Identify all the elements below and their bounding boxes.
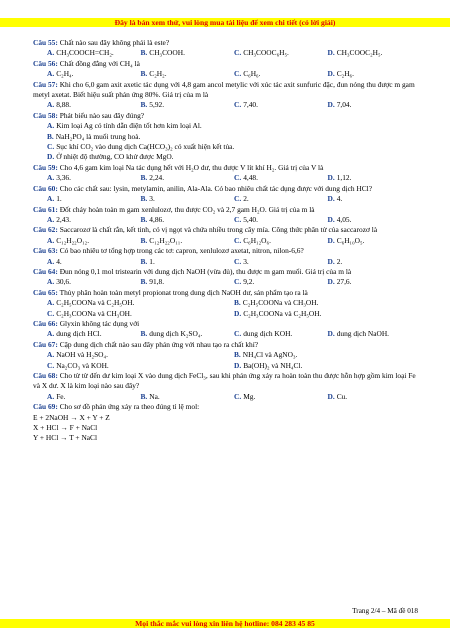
option-letter: B.: [47, 131, 54, 141]
option-letter: A.: [47, 173, 55, 183]
question-stem: [33, 371, 421, 392]
answer-option: [328, 48, 422, 58]
question-block: [33, 246, 421, 267]
option-text: Fe.: [56, 391, 66, 401]
option-text: 3.: [149, 194, 155, 204]
answer-option: [47, 48, 141, 58]
question-stem: [33, 111, 421, 121]
question-stem: [33, 402, 421, 412]
option-text: Sục khí CO₂ vào dung dịch Ca(HCO₃)₂ có xuất hiện kết tủa.: [56, 142, 235, 152]
question-text: Cho 4,6 gam kim loại Na tác dụng hết với H₂O dư, thu được V lít khí H₂. Giá trị của V là: [59, 162, 324, 172]
option-letter: B.: [140, 391, 148, 401]
option-letter: A.: [47, 277, 55, 287]
option-letter: C.: [234, 69, 242, 79]
answer-option: [141, 48, 235, 58]
option-letter: C.: [234, 391, 242, 401]
option-text: 9,2.: [243, 277, 255, 287]
answer-option: [328, 329, 422, 339]
answer-option: [47, 361, 234, 371]
option-letter: B.: [140, 48, 148, 58]
question-number: Câu 56:: [33, 58, 58, 68]
question-block: [33, 59, 421, 80]
question-text: Cho các chất sau: lysin, metylamin, anilin, Ala-Ala. Có bao nhiêu chất tác dụng được với dung dịch HCl?: [59, 183, 373, 193]
answer-option: [328, 277, 422, 287]
option-text: Mg.: [243, 391, 256, 401]
answer-options: [33, 392, 421, 402]
option-letter: B.: [140, 277, 148, 287]
option-text: Ở nhiệt độ thường, CO khử được MgO.: [56, 152, 174, 162]
question-number: Câu 69:: [33, 402, 58, 412]
question-stem: [33, 340, 421, 350]
option-text: 27,6.: [336, 277, 352, 287]
option-letter: C.: [234, 194, 242, 204]
answer-option: [47, 309, 234, 319]
option-letter: A.: [47, 121, 55, 131]
question-stem: [33, 38, 421, 48]
option-text: dung dịch KOH.: [243, 329, 293, 339]
reaction-equation: E + 2NaOH → X + Y + Z: [33, 412, 110, 422]
answer-option: [234, 361, 421, 371]
option-text: C₂H₆.: [336, 69, 354, 79]
option-letter: B.: [140, 256, 148, 266]
answer-options: [33, 277, 421, 287]
answer-options: [33, 350, 421, 371]
option-text: Na.: [149, 391, 160, 401]
question-number: Câu 64:: [33, 266, 58, 276]
question-text: Cặp dung dịch chất nào sau đây phản ứng với nhau tạo ra chất khí?: [59, 339, 259, 349]
answer-option: [328, 100, 422, 110]
option-letter: C.: [47, 360, 55, 370]
option-text: 2,43.: [56, 214, 71, 224]
question-block: [33, 225, 421, 246]
answer-option: [234, 392, 328, 402]
option-text: CH₃COOC₆H₅.: [243, 48, 289, 58]
option-letter: B.: [140, 173, 148, 183]
answer-option: [47, 257, 141, 267]
answer-option: [47, 277, 141, 287]
option-letter: C.: [234, 329, 242, 339]
option-letter: B.: [140, 194, 148, 204]
option-text: 4,48.: [243, 173, 258, 183]
question-number: Câu 62:: [33, 225, 58, 235]
option-text: NaH₂PO₄ là muối trung hoà.: [55, 131, 141, 141]
question-block: [33, 371, 421, 402]
answer-option: [234, 236, 328, 246]
answer-option: [47, 69, 141, 79]
answer-options: [33, 298, 421, 319]
question-block: [33, 184, 421, 205]
option-text: C₂H₂.: [149, 69, 167, 79]
answer-option: [234, 215, 328, 225]
question-stem: [33, 80, 421, 101]
option-text: C₂H₅COONa và CH₃OH.: [242, 298, 319, 308]
option-text: Cu.: [336, 391, 348, 401]
question-stem: [33, 184, 421, 194]
option-letter: A.: [47, 48, 55, 58]
question-number: Câu 66:: [33, 318, 58, 328]
option-text: 4.: [56, 256, 62, 266]
option-text: 7,04.: [336, 100, 352, 110]
option-text: 2.: [243, 194, 249, 204]
option-letter: B.: [140, 329, 148, 339]
option-letter: C.: [234, 214, 242, 224]
option-text: C₂H₄.: [56, 69, 74, 79]
answer-option: [234, 69, 328, 79]
option-letter: D.: [327, 214, 335, 224]
question-block: [33, 163, 421, 184]
option-letter: B.: [140, 69, 148, 79]
answer-option: [234, 173, 328, 183]
answer-option: [234, 48, 328, 58]
answer-option: [141, 236, 235, 246]
answer-option: [141, 100, 235, 110]
question-text: Có bao nhiêu tơ tổng hợp trong các tơ: capron, xenlulozơ axetat, nitron, nilon-6,6?: [59, 246, 304, 256]
answer-option: [234, 194, 328, 204]
question-block: [33, 38, 421, 59]
option-letter: C.: [234, 100, 242, 110]
question-text: Đốt cháy hoàn toàn m gam xenlulozơ, thu được CO₂ và 2,7 gam H₂O. Giá trị của m là: [59, 204, 315, 214]
answer-option: [141, 329, 235, 339]
option-text: C₆H₆.: [243, 69, 261, 79]
option-text: C₂H₃COONa và C₂H₅OH.: [243, 308, 322, 318]
answer-option: [47, 173, 141, 183]
option-letter: D.: [47, 152, 55, 162]
answer-option: [328, 194, 422, 204]
option-letter: B.: [140, 214, 148, 224]
option-text: 2.: [336, 256, 343, 266]
question-number: Câu 63:: [33, 246, 58, 256]
answer-option: [141, 257, 235, 267]
answer-options: [33, 100, 421, 110]
hotline-banner: Mọi thắc mắc vui lòng xin liên hệ hotline: 084 283 45 85: [0, 619, 450, 628]
question-stem: [33, 205, 421, 215]
answer-option: [141, 173, 235, 183]
question-number: Câu 65:: [33, 287, 58, 297]
question-number: Câu 67:: [33, 339, 58, 349]
option-text: 7,40.: [243, 100, 258, 110]
option-letter: A.: [47, 298, 55, 308]
question-text: Chất nào sau đây không phải là este?: [59, 38, 170, 47]
option-text: C₁₂H₂₂O₁₁.: [149, 235, 183, 245]
option-letter: A.: [47, 391, 55, 401]
answer-option: [328, 392, 422, 402]
answer-options: [33, 215, 421, 225]
answer-option: [47, 392, 141, 402]
option-letter: D.: [327, 256, 335, 266]
answer-option: [141, 392, 235, 402]
answer-option: [47, 152, 421, 162]
answer-option: [234, 329, 328, 339]
option-text: CH₃COOC₂H₅.: [336, 48, 383, 58]
answer-option: [47, 121, 421, 131]
answer-option: [234, 277, 328, 287]
question-text: Cho sơ đồ phản ứng xảy ra theo đúng tỉ lệ mol:: [59, 402, 200, 412]
option-letter: A.: [47, 69, 55, 79]
answer-option: [234, 350, 421, 360]
answer-option: [47, 236, 141, 246]
answer-option: [47, 215, 141, 225]
answer-option: [47, 142, 421, 152]
option-text: Na₂CO₃ và KOH.: [56, 360, 109, 370]
answer-option: [234, 309, 421, 319]
answer-option: [141, 277, 235, 287]
option-letter: C.: [234, 235, 242, 245]
question-stem: [33, 246, 421, 256]
answer-option: [47, 194, 141, 204]
option-letter: A.: [47, 235, 55, 245]
option-text: dung dịch HCl.: [56, 329, 102, 339]
answer-options: [33, 329, 421, 339]
option-letter: C.: [47, 142, 55, 152]
answer-option: [47, 329, 141, 339]
preview-notice-banner: Đây là bản xem thử, vui lòng mua tài liệu để xem chi tiết (có lời giải): [0, 18, 450, 27]
question-text: Khi cho 6,0 gam axit axetic tác dụng với 4,8 gam ancol metylic với xúc tác axit sunfuric đặc, đun nóng thu được m gam metyl axetat. Biết hiệu suất phản ứng 80%. Giá trị của m là: [33, 79, 415, 100]
option-text: dung dịch NaOH.: [336, 329, 390, 339]
answer-option: [141, 215, 235, 225]
option-letter: D.: [327, 194, 335, 204]
question-text: Cho từ từ đến dư kim loại X vào dung dịch FeCl₃, sau khi phản ứng xảy ra hoàn toàn thu được hỗn hợp gồm kim loại Fe và X dư. X là kim loại nào sau đây?: [33, 371, 416, 391]
question-number: Câu 61:: [33, 204, 58, 214]
answer-option: [328, 215, 422, 225]
option-letter: D.: [234, 308, 242, 318]
option-text: 1.: [56, 194, 62, 204]
option-text: 1,12.: [336, 173, 352, 183]
question-block: [33, 80, 421, 111]
question-number: Câu 57:: [33, 79, 58, 89]
option-letter: A.: [47, 194, 55, 204]
option-text: C₂H₅COONa và C₂H₅OH.: [56, 298, 135, 308]
answer-option: [328, 173, 422, 183]
question-text: Saccarozơ là chất rắn, kết tinh, có vị ngọt và chứa nhiều trong cây mía. Công thức phân tử của saccarozơ là: [59, 225, 378, 235]
answer-option: [328, 257, 422, 267]
answer-option: [47, 100, 141, 110]
question-list: [33, 38, 421, 444]
question-block: [33, 319, 421, 340]
answer-options: [33, 173, 421, 183]
question-block: [33, 340, 421, 371]
option-text: dung dịch K₂SO₄.: [149, 329, 203, 339]
answer-options: [33, 194, 421, 204]
option-letter: D.: [327, 100, 335, 110]
option-letter: A.: [47, 350, 55, 360]
question-text: Glyxin không tác dụng với: [59, 318, 140, 328]
question-number: Câu 68:: [33, 371, 58, 380]
option-text: NH₄Cl và AgNO₃.: [242, 350, 298, 360]
option-letter: B.: [234, 350, 241, 360]
reaction-equation: X + HCl → F + NaCl: [33, 423, 98, 433]
option-text: 4,05.: [336, 214, 352, 224]
option-letter: C.: [234, 173, 242, 183]
option-letter: A.: [47, 100, 55, 110]
option-text: 30,6.: [56, 277, 71, 287]
question-block: [33, 288, 421, 319]
answer-option: [141, 69, 235, 79]
question-text: Chất đồng đẳng với CH₄ là: [59, 58, 140, 68]
answer-option: [234, 298, 421, 308]
option-letter: D.: [327, 173, 335, 183]
answer-option: [141, 194, 235, 204]
option-text: C₆H₁₂O₆.: [243, 235, 271, 245]
answer-option: [47, 350, 234, 360]
question-number: Câu 60:: [33, 183, 58, 193]
answer-options: [33, 257, 421, 267]
reaction-equation: Y + HCl → T + NaCl: [33, 433, 98, 443]
question-stem: [33, 288, 421, 298]
answer-option: [47, 298, 234, 308]
option-letter: C.: [234, 48, 242, 58]
question-text: Đun nóng 0,1 mol tristearin với dung dịch NaOH (vừa đủ), thu được m gam muối. Giá trị của m là: [59, 266, 352, 276]
option-text: 91,8.: [149, 277, 165, 287]
option-text: 4.: [336, 194, 343, 204]
option-text: C₁₂H₂₂O₁₂.: [56, 235, 90, 245]
question-text: Thủy phân hoàn toàn metyl propionat trong dung dịch NaOH dư, sản phẩm tạo ra là: [59, 287, 308, 297]
question-text: Phát biểu nào sau đây đúng?: [59, 110, 145, 120]
answer-option: [328, 69, 422, 79]
question-number: Câu 58:: [33, 110, 58, 120]
answer-option: [234, 257, 328, 267]
question-stem: [33, 225, 421, 235]
question-stem: [33, 319, 421, 329]
option-letter: D.: [327, 329, 335, 339]
option-letter: D.: [327, 235, 335, 245]
option-text: Kim loại Ag có tính dẫn điện tốt hơn kim loại Al.: [56, 121, 202, 131]
option-letter: B.: [140, 100, 148, 110]
answer-options: [33, 69, 421, 79]
option-letter: D.: [234, 360, 242, 370]
option-letter: D.: [327, 69, 335, 79]
question-block: [33, 402, 421, 412]
question-block: [33, 267, 421, 288]
option-text: 5,92.: [149, 100, 165, 110]
answer-options: [33, 236, 421, 246]
option-text: 5,40.: [243, 214, 258, 224]
answer-option: [234, 100, 328, 110]
option-letter: A.: [47, 329, 55, 339]
question-number: Câu 55:: [33, 38, 58, 47]
question-stem: [33, 163, 421, 173]
option-text: 2,24.: [149, 173, 165, 183]
option-letter: C.: [234, 256, 242, 266]
option-letter: C.: [234, 277, 242, 287]
page-number-label: Trang 2/4 – Mã đề 018: [352, 607, 418, 615]
question-block: [33, 205, 421, 226]
answer-options: [33, 48, 421, 58]
option-text: 3.: [243, 256, 249, 266]
option-text: 1.: [149, 256, 155, 266]
question-block: [33, 111, 421, 163]
option-letter: D.: [327, 48, 335, 58]
option-letter: B.: [140, 235, 148, 245]
option-text: Ba(OH)₂ và NH₄Cl.: [243, 360, 303, 370]
option-text: C₂H₃COONa và CH₃OH.: [56, 308, 132, 318]
option-text: 3,36.: [56, 173, 71, 183]
question-stem: [33, 59, 421, 69]
option-letter: A.: [47, 256, 55, 266]
option-text: CH₃COOCH=CH₂.: [56, 48, 114, 58]
question-stem: [33, 267, 421, 277]
option-letter: D.: [327, 391, 335, 401]
answer-options: [33, 121, 421, 163]
option-letter: B.: [234, 298, 241, 308]
option-text: CH₃COOH.: [149, 48, 185, 58]
option-letter: A.: [47, 214, 55, 224]
option-letter: D.: [327, 277, 335, 287]
option-text: 4,86.: [149, 214, 165, 224]
option-text: C₆H₁₀O₅.: [336, 235, 365, 245]
answer-option: [47, 132, 421, 142]
question-number: Câu 59:: [33, 162, 58, 172]
option-letter: C.: [47, 308, 55, 318]
option-text: NaOH và H₂SO₄.: [56, 350, 108, 360]
answer-option: [328, 236, 422, 246]
option-text: 8,88.: [56, 100, 71, 110]
